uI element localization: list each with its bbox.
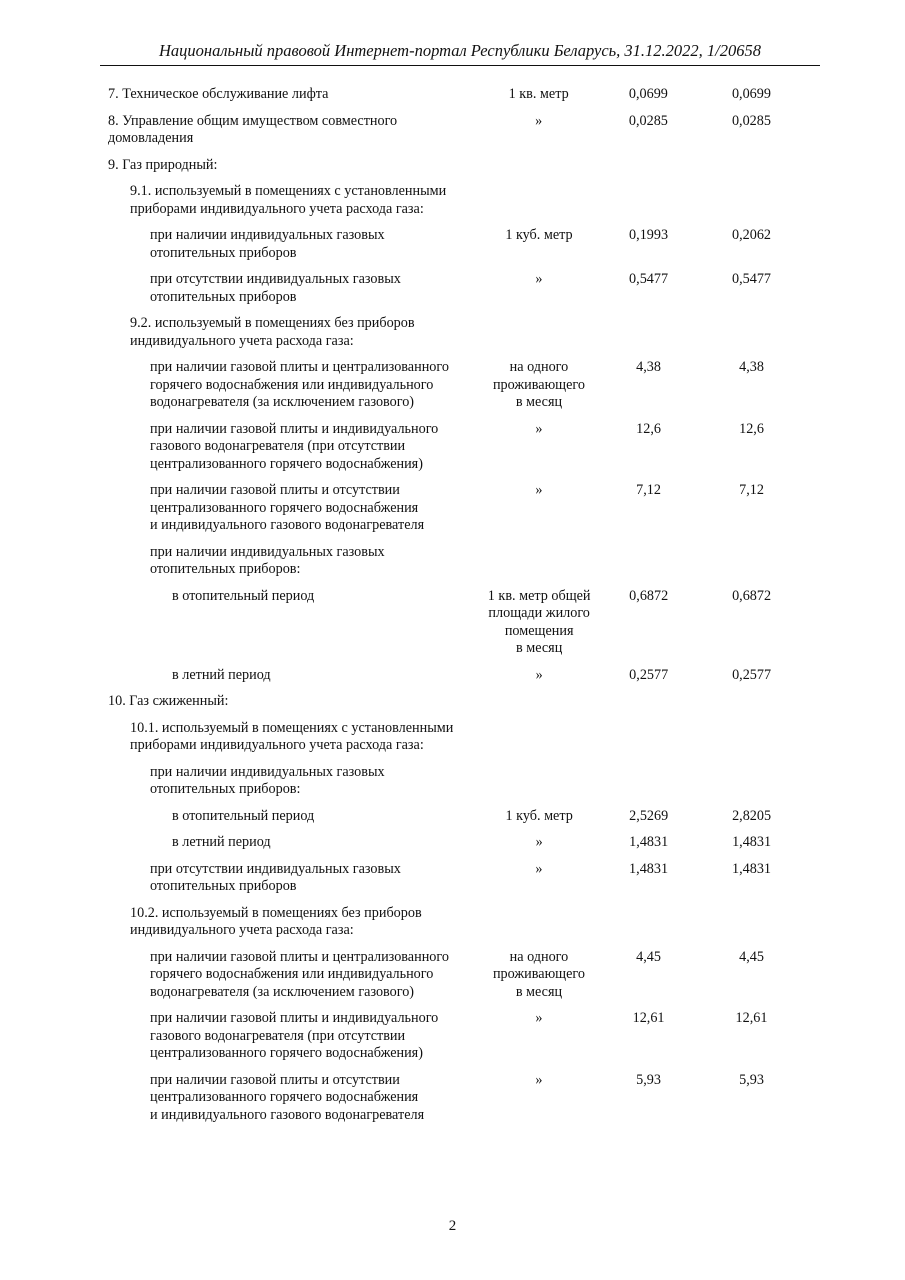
table-row — [108, 1072, 798, 1125]
row-unit: » — [535, 834, 543, 850]
table-row — [108, 949, 798, 1002]
row-label: в отопительный период — [172, 587, 315, 604]
row-value-1: 0,5477 — [629, 271, 669, 287]
row-label: 7. Техническое обслуживание лифта — [108, 86, 329, 102]
row-label: при наличии газовой плиты и централизованного горячего водоснабжения или индивидуального водонагревателя (за исключением газового) — [150, 948, 449, 1000]
row-unit: 1 кв. метр — [508, 86, 569, 102]
table-row — [108, 157, 798, 175]
section-heading: 10. Газ сжиженный: — [108, 693, 229, 709]
tariff-table — [108, 86, 798, 1133]
row-unit: » — [535, 1010, 543, 1026]
row-value-1: 0,0699 — [628, 86, 668, 102]
table-row — [108, 227, 798, 262]
table-row — [108, 861, 798, 896]
row-label: при наличии индивидуальных газовых отопительных приборов: — [150, 763, 385, 797]
row-unit: на одного проживающего в месяц — [492, 359, 585, 410]
row-value-2: 12,6 — [739, 420, 764, 437]
row-label: в летний период — [172, 834, 271, 850]
subsection-heading: 10.1. используемый в помещениях с установленными приборами индивидуального учета расхода газа: — [130, 719, 454, 753]
row-value-1: 2,5269 — [629, 807, 669, 824]
row-value-2: 7,12 — [739, 482, 764, 498]
row-value-1: 5,93 — [636, 1071, 661, 1088]
table-row — [108, 86, 798, 104]
row-value-1: 12,61 — [632, 1010, 665, 1026]
row-value-2: 0,2062 — [732, 227, 772, 243]
row-value-2: 4,38 — [739, 359, 764, 375]
table-row — [108, 693, 798, 711]
row-value-1: 1,4831 — [629, 860, 669, 877]
table-row — [108, 667, 798, 685]
row-value-1: 4,38 — [636, 359, 661, 375]
row-value-2: 12,61 — [735, 1010, 768, 1026]
row-unit: » — [535, 482, 543, 498]
row-value-2: 5,93 — [739, 1071, 764, 1088]
row-value-1: 0,6872 — [629, 587, 669, 604]
section-heading: 9. Газ природный: — [108, 156, 218, 173]
table-row — [108, 315, 798, 350]
row-label: при отсутствии индивидуальных газовых отопительных приборов — [150, 271, 401, 305]
table-row — [108, 588, 798, 658]
table-row — [108, 808, 798, 826]
row-value-2: 2,8205 — [732, 807, 772, 824]
row-unit: » — [535, 271, 543, 287]
row-unit: на одного проживающего в месяц — [492, 948, 585, 1000]
row-unit: 1 куб. метр — [505, 807, 573, 824]
row-unit: 1 кв. метр общей площади жилого помещения в месяц — [487, 587, 591, 656]
row-unit: » — [535, 860, 543, 877]
row-value-1: 4,45 — [636, 948, 661, 965]
row-label: при наличии индивидуальных газовых отопительных приборов — [150, 227, 385, 261]
row-label: при наличии индивидуальных газовых отопительных приборов: — [150, 543, 385, 577]
row-value-2: 0,0699 — [731, 86, 771, 102]
row-unit: 1 куб. метр — [505, 227, 573, 243]
table-row — [108, 421, 798, 474]
table-row — [108, 905, 798, 940]
row-label: при наличии газовой плиты и отсутствии централизованного горячего водоснабжения и индивидуального газового водонагревателя — [150, 482, 425, 533]
table-row — [108, 482, 798, 535]
row-value-1: 12,6 — [636, 420, 661, 437]
row-value-1: 0,0285 — [628, 112, 668, 129]
row-value-2: 0,5477 — [732, 271, 772, 287]
subsection-heading: 9.2. используемый в помещениях без приборов индивидуального учета расхода газа: — [130, 315, 415, 349]
header-rule — [100, 65, 820, 66]
row-value-2: 4,45 — [739, 948, 764, 965]
row-label: в летний период — [172, 666, 271, 683]
row-unit: » — [535, 112, 543, 129]
table-row — [108, 271, 798, 306]
table-row — [108, 764, 798, 799]
row-label: при наличии газовой плиты и индивидуального газового водонагревателя (при отсутствии централизованного горячего водоснабжения) — [150, 1010, 439, 1061]
row-unit: » — [535, 420, 543, 437]
row-value-2: 0,0285 — [731, 112, 771, 129]
row-label: при наличии газовой плиты и отсутствии централизованного горячего водоснабжения и индивидуального газового водонагревателя — [150, 1071, 425, 1123]
row-value-2: 1,4831 — [732, 860, 772, 877]
subsection-heading: 9.1. используемый в помещениях с установленными приборами индивидуального учета расхода газа: — [130, 183, 447, 217]
page-header: Национальный правовой Интернет-портал Республики Беларусь, 31.12.2022, 1/20658 — [158, 41, 762, 60]
row-unit: » — [535, 666, 543, 683]
row-value-2: 0,2577 — [732, 666, 772, 683]
table-row — [108, 359, 798, 412]
row-value-1: 0,1993 — [629, 227, 669, 243]
row-label: в отопительный период — [172, 807, 315, 824]
table-row — [108, 544, 798, 579]
page-number: 2 — [448, 1218, 457, 1234]
row-label: при наличии газовой плиты и централизованного горячего водоснабжения или индивидуального водонагревателя (за исключением газового) — [150, 359, 449, 410]
row-value-2: 1,4831 — [732, 834, 772, 850]
table-row — [108, 183, 798, 218]
subsection-heading: 10.2. используемый в помещениях без приборов индивидуального учета расхода газа: — [130, 904, 422, 938]
table-row — [108, 834, 798, 852]
row-value-1: 0,2577 — [629, 666, 669, 683]
table-row — [108, 113, 798, 148]
row-label: при отсутствии индивидуальных газовых отопительных приборов — [150, 860, 401, 894]
row-value-2: 0,6872 — [732, 587, 772, 604]
row-unit: » — [535, 1071, 543, 1088]
table-row — [108, 1010, 798, 1063]
row-label: 8. Управление общим имуществом совместного домовладения — [108, 112, 398, 146]
row-value-1: 1,4831 — [629, 834, 669, 850]
row-value-1: 7,12 — [636, 482, 661, 498]
table-row — [108, 720, 798, 755]
row-label: при наличии газовой плиты и индивидуального газового водонагревателя (при отсутствии централизованного горячего водоснабжения) — [150, 420, 439, 472]
